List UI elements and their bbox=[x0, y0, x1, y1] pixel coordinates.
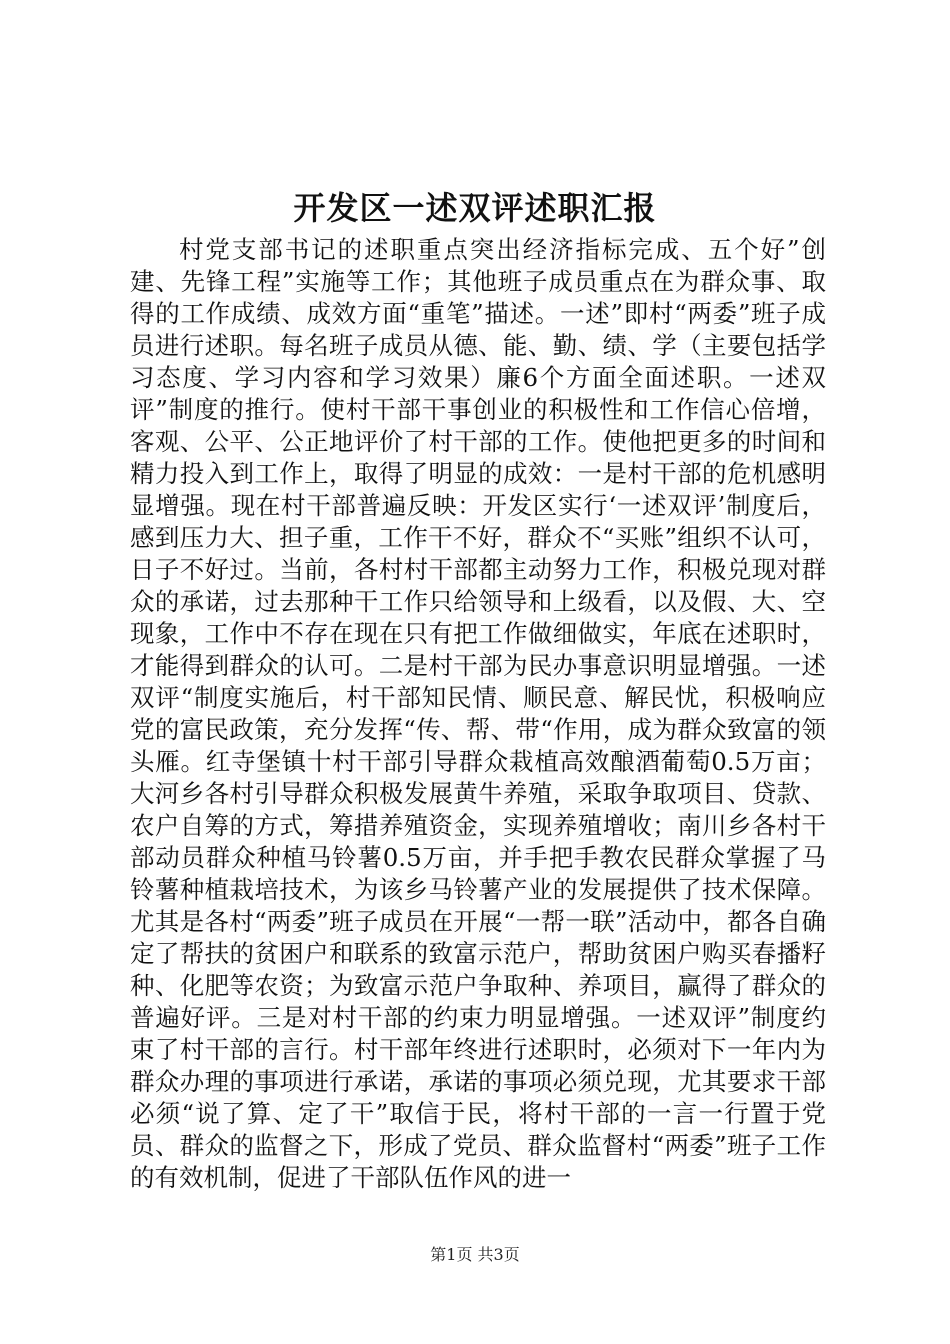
page-number-footer: 第1页 共3页 bbox=[430, 1245, 520, 1264]
document-title: 开发区一述双评述职汇报 bbox=[293, 189, 657, 227]
body-paragraph: 村党支部书记的述职重点突出经济指标完成、五个好”创建、先锋工程”实施等工作；其他班子成员重点在为群众事、取得的工作成绩、成效方面“重笔”描述。一述”即村“两委”班子成员进行述职。每名班子成员从德、能、勤、绩、学（主要包括学习态度、学习内容和学习效果）廉6个方面全面述职。一述双评”制度的推行。使村干部干事创业的积极性和工作信心倍增，客观、公平、公正地评价了村干部的工作。使他把更多的时间和精力投入到工作上，取得了明显的成效：一是村干部的危机感明显增强。现在村干部普遍反映：开发区实行‘一述双评’制度后，感到压力大、担子重，工作干不好，群众不“买账”组织不认可，日子不好过。当前，各村村干部都主动努力工作，积极兑现对群众的承诺，过去那种干工作只给领导和上级看，以及假、大、空现象，工作中不存在现在只有把工作做细做实，年底在述职时，才能得到群众的认可。二是村干部为民办事意识明显增强。一述双评“制度实施后，村干部知民情、顺民意、解民忧，积极响应党的富民政策，充分发挥“传、帮、带“作用，成为群众致富的领头雁。红寺堡镇十村干部引导群众栽植高效酿酒葡萄0.5万亩；大河乡各村引导群众积极发展黄牛养殖，采取争取项目、贷款、农户自筹的方式，筹措养殖资金，实现养殖增收；南川乡各村干部动员群众种植马铃薯0.5万亩，并手把手教农民群众掌握了马铃薯种植栽培技术，为该乡马铃薯产业的发展提供了技术保障。尤其是各村“两委”班子成员在开展“一帮一联”活动中，都各自确定了帮扶的贫困户和联系的致富示范户，帮助贫困户购买春播籽种、化肥等农资；为致富示范户争取种、养项目，赢得了群众的普遍好评。三是对村干部的约束力明显增强。一述双评”制度约束了村干部的言行。村干部年终进行述职时，必须对下一年内为群众办理的事项进行承诺，承诺的事项必须兑现，尤其要求干部必须“说了算、定了干”取信于民，将村干部的一言一行置于党员、群众的监督之下，形成了党员、群众监督村“两委”班子工作的有效机制，促进了干部队伍作风的进一 bbox=[130, 235, 826, 1192]
